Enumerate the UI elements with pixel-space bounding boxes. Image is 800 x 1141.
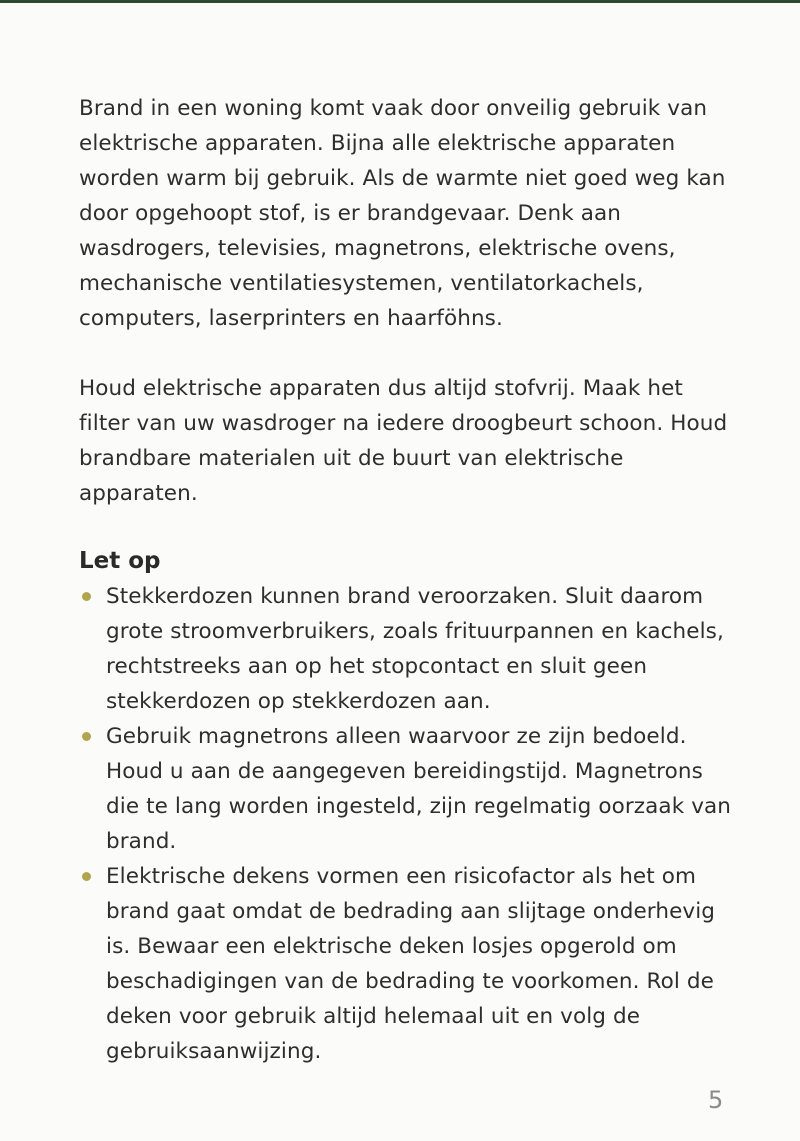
bullet-icon <box>82 592 91 601</box>
bullet-list <box>79 579 739 1069</box>
bullet-icon <box>82 872 91 881</box>
intro-paragraph: Brand in een woning komt vaak door onveilig gebruik van elektrische apparaten. Bijna alle elektrische apparaten worden warm bij gebruik. Als de warmte niet goed weg kan door opgehoopt stof, is er brandgevaar. Denk aan wasdrogers, televisies, magnetrons, elektrische ovens, mechanische ventilatiesystemen, ventilatorkachels, computers, laserprinters en haarföhns. <box>79 96 726 331</box>
bullet-icon <box>82 732 91 741</box>
top-rule <box>0 0 800 3</box>
page-content <box>79 91 739 1069</box>
advice-paragraph: Houd elektrische apparaten dus altijd stofvrij. Maak het filter van uw wasdroger na iedere droogbeurt schoon. Houd brandbare materialen uit de buurt van elektrische apparaten. <box>79 376 728 506</box>
list-item <box>79 859 739 1069</box>
section-heading: Let op <box>79 548 161 574</box>
page-number: 5 <box>708 1086 724 1114</box>
bullet-text: Gebruik magnetrons alleen waarvoor ze zijn bedoeld. Houd u aan de aangegeven bereidingstijd. Magnetrons die te lang worden ingesteld, zijn regelmatig oorzaak van brand. <box>106 724 732 854</box>
bullet-text: Elektrische dekens vormen een risicofactor als het om brand gaat omdat de bedrading aan slijtage onderhevig is. Bewaar een elektrische deken losjes opgerold om beschadigingen van de bedrading te voorkomen. Rol de deken voor gebruik altijd helemaal uit en volg de gebruiksaanwijzing. <box>106 864 716 1064</box>
list-item <box>79 719 739 859</box>
list-item <box>79 579 739 719</box>
bullet-text: Stekkerdozen kunnen brand veroorzaken. Sluit daarom grote stroomverbruikers, zoals frituurpannen en kachels, rechtstreeks aan op het stopcontact en sluit geen stekkerdozen op stekkerdozen aan. <box>106 584 724 714</box>
